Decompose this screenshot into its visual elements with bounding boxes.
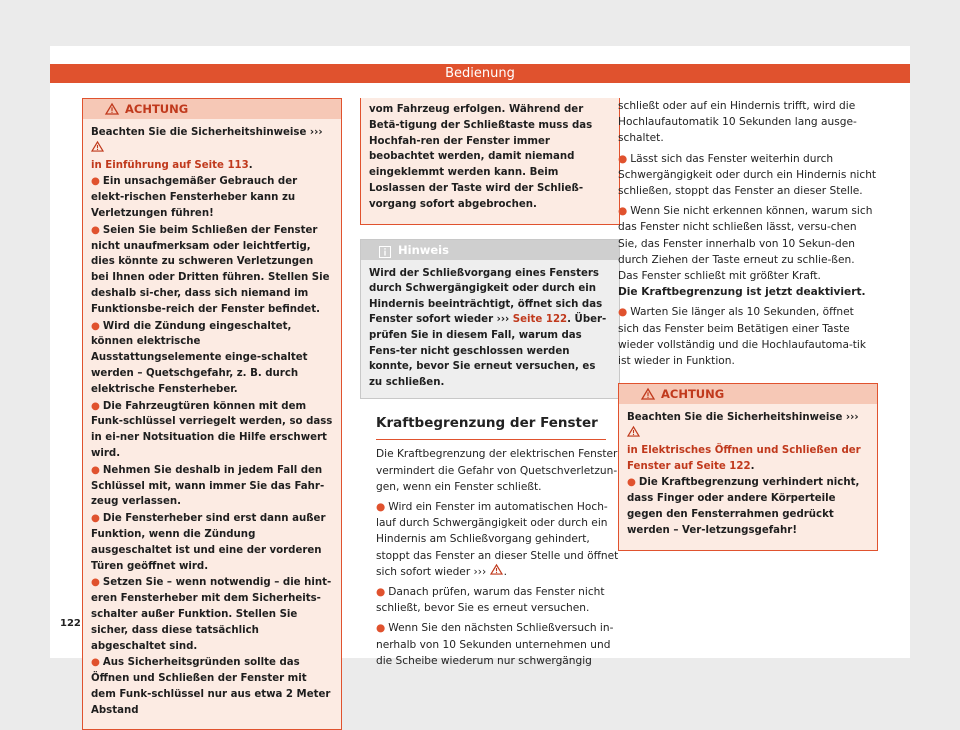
warning-header xyxy=(619,384,877,404)
list-item xyxy=(91,511,333,574)
warning-intro-end: . xyxy=(248,159,253,171)
column-3 xyxy=(618,98,878,551)
bullet-icon: ● xyxy=(376,622,386,635)
warning-body-continued xyxy=(361,98,619,224)
info-icon xyxy=(379,244,391,256)
note-text-a: Wird der Schließvorgang eines Fensters durch Schwergängigkeit oder durch ein Hindernis beeinträchtigt, öffnet sich das Fenster sofort wieder ››› xyxy=(369,267,603,326)
list-item-text: Ein unsachgemäßer Gebrauch der elekt-rischen Fensterheber kann zu Verletzungen führen! xyxy=(91,176,298,219)
list-item xyxy=(91,463,333,510)
warning-header xyxy=(83,99,341,119)
column-2 xyxy=(360,98,620,673)
list-item xyxy=(91,174,333,221)
note-header xyxy=(361,240,619,260)
list-item-text: Warten Sie länger als 10 Sekunden, öffnet sich das Fenster beim Betätigen einer Taste wieder vollständig und die Hochlaufautoma-tik ist wieder in Funktion. xyxy=(618,306,867,368)
list-item xyxy=(376,584,620,616)
list-item-text: Danach prüfen, warum das Fenster nicht schließt, bevor Sie es erneut versuchen. xyxy=(376,585,605,615)
note-title: Hinweis xyxy=(398,242,449,257)
list-item xyxy=(91,575,333,654)
list-item xyxy=(91,655,333,718)
bullet-icon: ● xyxy=(618,152,628,165)
warning-box xyxy=(618,383,878,550)
warning-title: ACHTUNG xyxy=(661,387,725,402)
list-item xyxy=(91,399,333,462)
warning-triangle-icon xyxy=(91,141,105,153)
list-item xyxy=(618,304,878,369)
warning-triangle-icon xyxy=(641,388,655,400)
warning-intro-end: . xyxy=(750,460,755,472)
warning-box xyxy=(82,98,342,730)
bullet-icon: ● xyxy=(91,513,100,525)
list-item-text: Aus Sicherheitsgründen sollte das Öffnen und Schließen der Fenster mit dem Funk-schlüssel nur aus etwa 2 Meter Abstand xyxy=(91,657,331,716)
manual-page xyxy=(50,46,910,716)
list-item-text: Lässt sich das Fenster weiterhin durch Schwergängigkeit oder durch ein Hindernis nicht schließen, stoppt das Fenster an dieser Stelle. xyxy=(618,152,877,198)
warning-intro xyxy=(91,125,333,173)
page-header: Bedienung xyxy=(50,64,910,83)
page-number: 122 xyxy=(60,618,81,629)
emphasis-text: Die Kraftbegrenzung ist jetzt deaktiviert. xyxy=(618,286,866,299)
warning-triangle-icon xyxy=(490,564,504,576)
list-item xyxy=(376,620,620,669)
list-item xyxy=(618,203,878,300)
list-item-text: Die Fensterheber sind erst dann außer Funktion, wenn die Zündung ausgeschaltet ist und eine der vorderen Türen geöffnet wird. xyxy=(91,513,326,572)
warning-triangle-icon xyxy=(627,426,641,438)
note-link[interactable]: Seite 122 xyxy=(512,314,568,326)
bullet-icon: ● xyxy=(91,400,100,412)
list-item-text: Wird die Zündung eingeschaltet, können elektrische Ausstattungselemente einge-schaltet werden – Quetschgefahr, z. B. durch elektrische Fensterheber. xyxy=(91,320,308,395)
list-item xyxy=(618,151,878,200)
section-title: Kraftbegrenzung der Fenster xyxy=(376,415,606,440)
warning-body xyxy=(83,119,341,729)
bullet-icon: ● xyxy=(91,577,100,589)
note-body xyxy=(361,260,619,399)
continued-text: schließt oder auf ein Hindernis trifft, wird die Hochlaufautomatik 10 Sekunden lang ausge-schaltet. xyxy=(618,100,857,145)
warning-title: ACHTUNG xyxy=(125,102,189,116)
warning-triangle-icon xyxy=(105,103,119,115)
warning-link[interactable]: in Elektrisches Öffnen und Schließen der Fenster auf Seite 122 xyxy=(627,444,861,472)
list-item-text: Seien Sie beim Schließen der Fenster nicht unaufmerksam oder leichtfertig, dies könnte zu schweren Verletzungen bei Ihnen oder Dritten führen. Stellen Sie deshalb si-cher, dass sich niemand im Funktionsbe-reich der Fenster befindet. xyxy=(91,224,330,315)
list-item xyxy=(91,223,333,318)
list-item-text: Nehmen Sie deshalb in jedem Fall den Schlüssel mit, wann immer Sie das Fahr-zeug verlassen. xyxy=(91,464,325,508)
note-text-b: . Über-prüfen Sie in diesem Fall, warum das Fens-ter nicht geschlossen werden konnte, bevor Sie erneut versuchen, es zu schließen. xyxy=(369,314,607,388)
list-item-text: Die Fahrzeugtüren können mit dem Funk-schlüssel verriegelt werden, so dass in ei-ner Notsituation die Hilfe erschwert wird. xyxy=(91,400,333,459)
list-item-text: Setzen Sie – wenn notwendig – die hint-eren Fensterheber mit dem Sicherheits-schalter außer Funktion. Stellen Sie sicher, dass diese tatsächlich abgeschaltet sind. xyxy=(91,577,332,652)
warning-intro-text: Beachten Sie die Sicherheitshinweise ››› xyxy=(91,127,323,138)
note-box xyxy=(360,239,620,400)
list-item-text: Wenn Sie den nächsten Schließversuch in-nerhalb von 10 Sekunden unternehmen und die Scheibe wiederum nur schwergängig xyxy=(376,622,614,667)
list-item xyxy=(376,499,620,580)
bullet-icon: ● xyxy=(376,500,386,513)
bullet-icon: ● xyxy=(91,224,100,236)
section-body xyxy=(360,446,620,669)
warning-intro-text: Beachten Sie die Sicherheitshinweise ››› xyxy=(627,412,859,424)
list-item-text: Wird ein Fenster im automatischen Hoch-lauf durch Schwergängigkeit oder durch ein Hindernis am Schließvorgang gehindert, stoppt das Fenster an dieser Stelle und öffnet sich sofort wieder ››› xyxy=(376,500,619,578)
bullet-icon: ● xyxy=(91,320,100,332)
bullet-icon: ● xyxy=(91,176,100,188)
bullet-icon: ● xyxy=(91,464,100,476)
bullet-icon: ● xyxy=(91,657,100,669)
bullet-icon: ● xyxy=(618,306,628,319)
warning-intro xyxy=(627,410,869,474)
warning-link[interactable]: in Einführung auf Seite 113 xyxy=(91,159,249,171)
list-item-text: Die Kraftbegrenzung verhindert nicht, dass Finger oder andere Körperteile gegen den Fensterrahmen gedrückt werden – Ver-letzungsgefahr! xyxy=(627,477,860,536)
warning-continued-text: vom Fahrzeug erfolgen. Während der Betä-tigung der Schließtaste muss das Hochfah-ren der Fenster immer beobachtet werden, damit niemand eingeklemmt werden kann. Beim Loslassen der Taste wird der Schließ-vorgang sofort abgebrochen. xyxy=(369,104,593,210)
bullet-icon: ● xyxy=(627,477,636,489)
list-item xyxy=(91,319,333,398)
column-1 xyxy=(82,98,342,730)
bullet-icon: ● xyxy=(618,205,628,218)
section-intro: Die Kraftbegrenzung der elektrischen Fenster vermindert die Gefahr von Quetschverletzun-gen, wenn ein Fenster schließt. xyxy=(376,448,618,493)
bullet-icon: ● xyxy=(376,585,386,598)
warning-body xyxy=(619,404,877,549)
column-3-body xyxy=(618,98,878,369)
warning-box-continued xyxy=(360,98,620,225)
list-item-end: . xyxy=(503,565,508,578)
list-item xyxy=(627,475,869,538)
list-item-text: Wenn Sie nicht erkennen können, warum sich das Fenster nicht schließen lässt, versu-chen Sie, das Fenster innerhalb von 10 Sekun-den durch Ziehen der Taste erneut zu schlie-ßen. Das Fenster schließt mit größter Kraft. xyxy=(618,205,873,283)
